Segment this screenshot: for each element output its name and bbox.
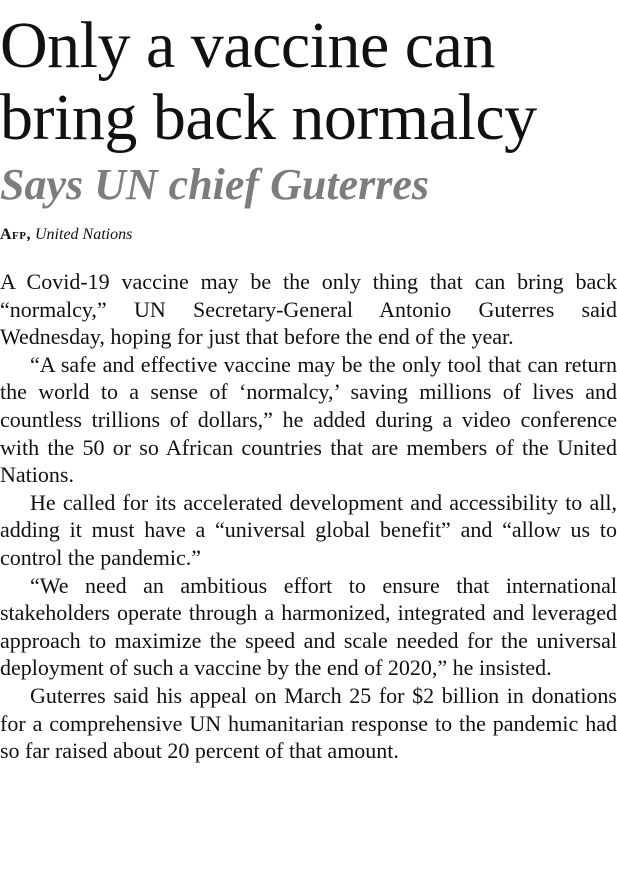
subheadline: Says UN chief Guterres xyxy=(0,160,429,209)
headline xyxy=(0,10,617,154)
headline-line-2: bring back normalcy xyxy=(0,81,537,154)
byline xyxy=(0,225,132,245)
article-body xyxy=(0,268,617,765)
body-paragraph-5: Guterres said his appeal on March 25 for $2 billion in donations for a comprehensive UN humanitarian response to the pandemic had so far raised about 20 percent of that amount. xyxy=(0,682,617,764)
byline-agency: Afp, xyxy=(0,226,31,243)
body-paragraph-4: “We need an ambitious effort to ensure that international stakeholders operate through a harmonized, integrated and leveraged approach to maximize the speed and scale needed for the universal deployment of such a vaccine by the end of 2020,” he insisted. xyxy=(0,572,617,681)
byline-location: United Nations xyxy=(35,226,133,243)
body-paragraph-1: A Covid-19 vaccine may be the only thing that can bring back “normalcy,” UN Secretary-General Antonio Guterres said Wednesday, hoping for just that before the end of the year. xyxy=(0,269,617,350)
headline-line-1: Only a vaccine can xyxy=(0,9,495,82)
body-paragraph-2: “A safe and effective vaccine may be the only tool that can return the world to a sense of ‘normalcy,’ saving millions of lives and countless trillions of dollars,” he added during a video conference with the 50 or so African countries that are members of the United Nations. xyxy=(0,351,617,488)
body-paragraph-3: He called for its accelerated development and accessibility to all, adding it must have a “universal global benefit” and “allow us to control the pandemic.” xyxy=(0,489,617,570)
